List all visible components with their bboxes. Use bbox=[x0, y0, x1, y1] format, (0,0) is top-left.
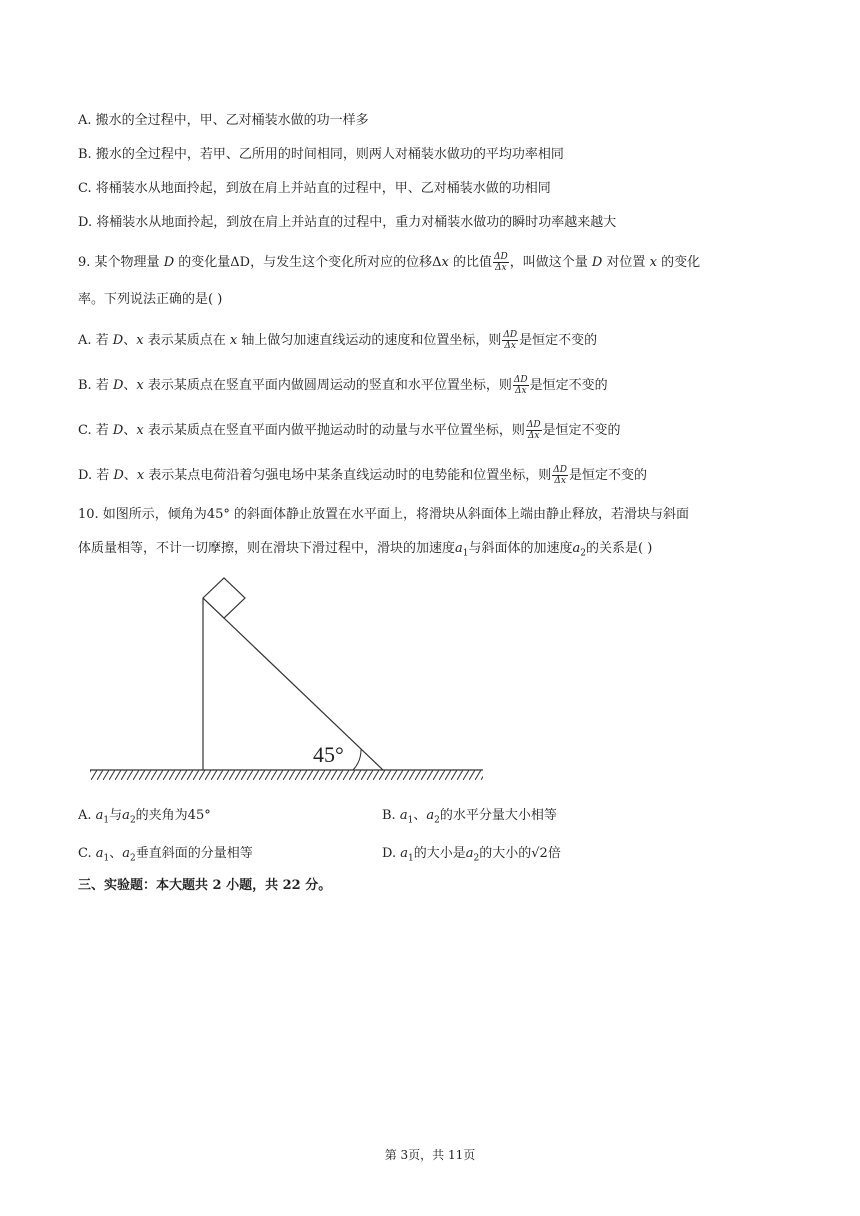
q8-option-a: A. 搬水的全过程中，甲、乙对桶装水做的功一样多 bbox=[78, 113, 369, 128]
q9-stem-line2: 率。下列说法正确的是( ) bbox=[78, 292, 223, 307]
q9-option-b: B. 若 D、x 表示某质点在竖直平面内做圆周运动的竖直和水平位置坐标，则 $\frac{\Delta D}{\Delta x}$ 是恒定不变的 bbox=[78, 375, 608, 396]
q8-option-d: D. 将桶装水从地面拎起，到放在肩上并站直的过程中，重力对桶装水做功的瞬时功率越来越大 bbox=[78, 215, 617, 230]
q10-option-c: C. $a_1$、$a_2$垂直斜面的分量相等 bbox=[78, 846, 253, 864]
q8-option-b: B. 搬水的全过程中，若甲、乙所用的时间相同，则两人对桶装水做功的平均功率相同 bbox=[78, 147, 564, 162]
block bbox=[203, 578, 245, 618]
page-footer: 第 3页，共 11页 bbox=[384, 1148, 476, 1162]
q9-option-a: A. 若 D、x 表示某质点在 x 轴上做匀加速直线运动的速度和位置坐标，则 $\frac{\Delta D}{\Delta x}$ 是恒定不变的 bbox=[78, 330, 598, 351]
q9-option-c: C. 若 D、x 表示某质点在竖直平面内做平抛运动时的动量与水平位置坐标，则 $\frac{\Delta D}{\Delta x}$ 是恒定不变的 bbox=[78, 420, 621, 441]
q10-stem-line1: 10. 如图所示，倾角为45° 的斜面体静止放置在水平面上，将滑块从斜面体上端由静止释放，若滑块与斜面 bbox=[78, 507, 689, 522]
ground-hatching bbox=[90, 770, 483, 780]
fraction: $\frac{\Delta D}{\Delta x}$ bbox=[493, 252, 508, 273]
q10-option-b: B. $a_1$、$a_2$的水平分量大小相等 bbox=[382, 808, 557, 826]
incline-figure bbox=[85, 570, 495, 790]
q9-option-d: D. 若 D、x 表示某点电荷沿着匀强电场中某条直线运动时的电势能和位置坐标，则 $\frac{\Delta D}{\Delta x}$ 是恒定不变的 bbox=[78, 465, 648, 486]
angle-arc bbox=[353, 749, 361, 770]
q10-option-a: A. $a_1$与$a_2$的夹角为45° bbox=[78, 808, 211, 826]
q8-option-c: C. 将桶装水从地面拎起，到放在肩上并站直的过程中，甲、乙对桶装水做的功相同 bbox=[78, 181, 551, 196]
q9-stem-line1: 9. 某个物理量 D 的变化量ΔD，与发生这个变化所对应的位移Δx 的比值 $\frac{\Delta D}{\Delta x}$ ，叫做这个量 D 对位置 x 的变化 bbox=[78, 252, 701, 273]
angle-label: 45° bbox=[313, 742, 344, 767]
q10-option-d: D. $a_1$的大小是$a_2$的大小的√2倍 bbox=[382, 846, 561, 864]
section-heading: 三、实验题：本大题共 2 小题，共 22 分。 bbox=[78, 878, 332, 893]
q10-stem-line2: 体质量相等，不计一切摩擦，则在滑块下滑过程中，滑块的加速度$a_1$与斜面体的加速度$a_2$的关系是( ) bbox=[78, 541, 653, 559]
wedge-slope bbox=[203, 598, 383, 770]
